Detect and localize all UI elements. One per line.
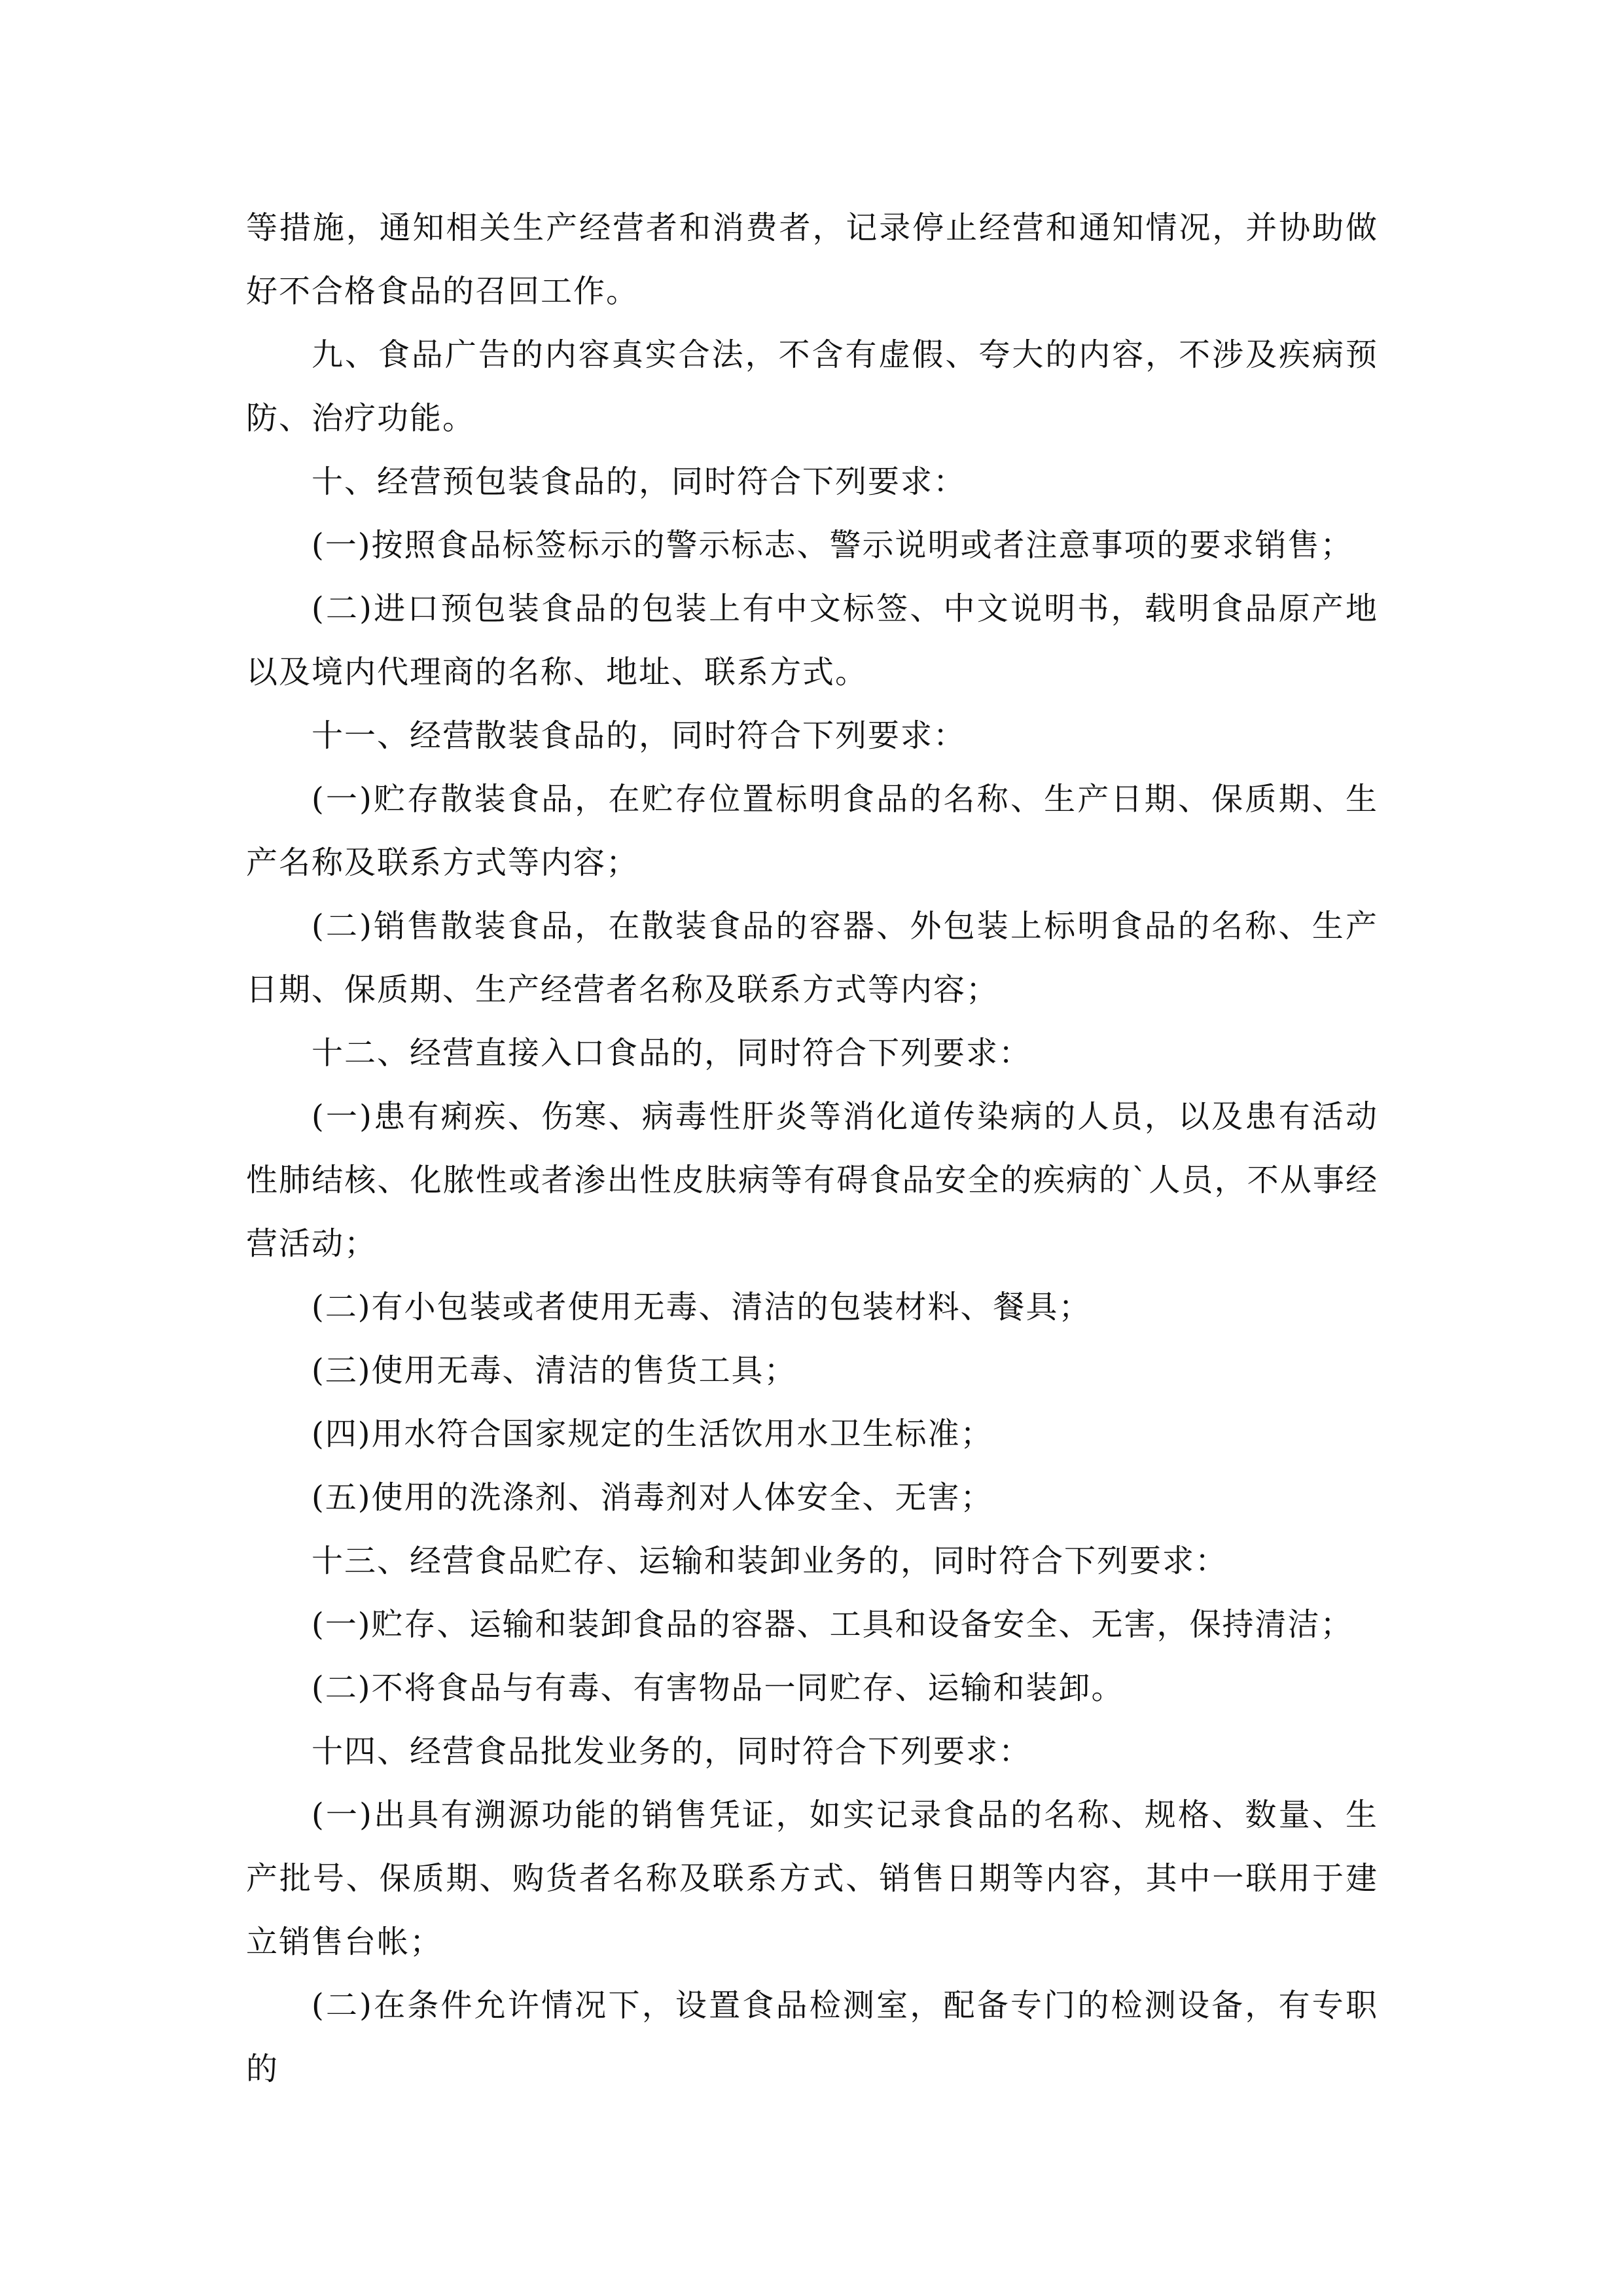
paragraph-3: (一)按照食品标签标示的警示标志、警示说明或者注意事项的要求销售； <box>312 527 1353 564</box>
paragraph-8: 十二、经营直接入口食品的，同时符合下列要求： <box>312 1035 1032 1071</box>
paragraph-11: (三)使用无毒、清洁的售货工具； <box>312 1352 797 1389</box>
paragraph-4: (二)进口预包装食品的包装上有中文标签、中文说明书，载明食品原产地以及境内代理商的名称、地址、联系方式。 <box>246 590 1378 691</box>
paragraph-5: 十一、经营散装食品的，同时符合下列要求： <box>312 717 967 754</box>
paragraph-14: 十三、经营食品贮存、运输和装卸业务的，同时符合下列要求： <box>312 1543 1228 1579</box>
paragraph-13: (五)使用的洗涤剂、消毒剂对人体安全、无害； <box>312 1479 993 1516</box>
paragraph-0: 等措施，通知相关生产经营者和消费者，记录停止经营和通知情况，并协助做好不合格食品的召回工作。 <box>246 209 1378 310</box>
paragraph-2: 十、经营预包装食品的，同时符合下列要求： <box>312 463 967 500</box>
paragraph-17: 十四、经营食品批发业务的，同时符合下列要求： <box>312 1733 1032 1770</box>
paragraph-9: (一)患有痢疾、伤寒、病毒性肝炎等消化道传染病的人员，以及患有活动性肺结核、化脓性或者渗出性皮肤病等有碍食品安全的疾病的`人员，不从事经营活动； <box>246 1098 1378 1262</box>
paragraph-16: (二)不将食品与有毒、有害物品一同贮存、运输和装卸。 <box>312 1670 1124 1706</box>
paragraph-7: (二)销售散装食品，在散装食品的容器、外包装上标明食品的名称、生产日期、保质期、生产经营者名称及联系方式等内容； <box>246 908 1378 1008</box>
paragraph-1: 九、食品广告的内容真实合法，不含有虚假、夸大的内容，不涉及疾病预防、治疗功能。 <box>246 336 1378 437</box>
paragraph-15: (一)贮存、运输和装卸食品的容器、工具和设备安全、无害，保持清洁； <box>312 1606 1353 1643</box>
paragraph-19: (二)在条件允许情况下，设置食品检测室，配备专门的检测设备，有专职的 <box>246 1987 1378 2087</box>
paragraph-12: (四)用水符合国家规定的生活饮用水卫生标准； <box>312 1416 993 1452</box>
paragraph-10: (二)有小包装或者使用无毒、清洁的包装材料、餐具； <box>312 1289 1092 1325</box>
document-body <box>246 196 1378 2101</box>
paragraph-18: (一)出具有溯源功能的销售凭证，如实记录食品的名称、规格、数量、生产批号、保质期、购货者名称及联系方式、销售日期等内容，其中一联用于建立销售台帐； <box>246 1797 1378 1960</box>
paragraph-6: (一)贮存散装食品，在贮存位置标明食品的名称、生产日期、保质期、生产名称及联系方式等内容； <box>246 781 1378 881</box>
